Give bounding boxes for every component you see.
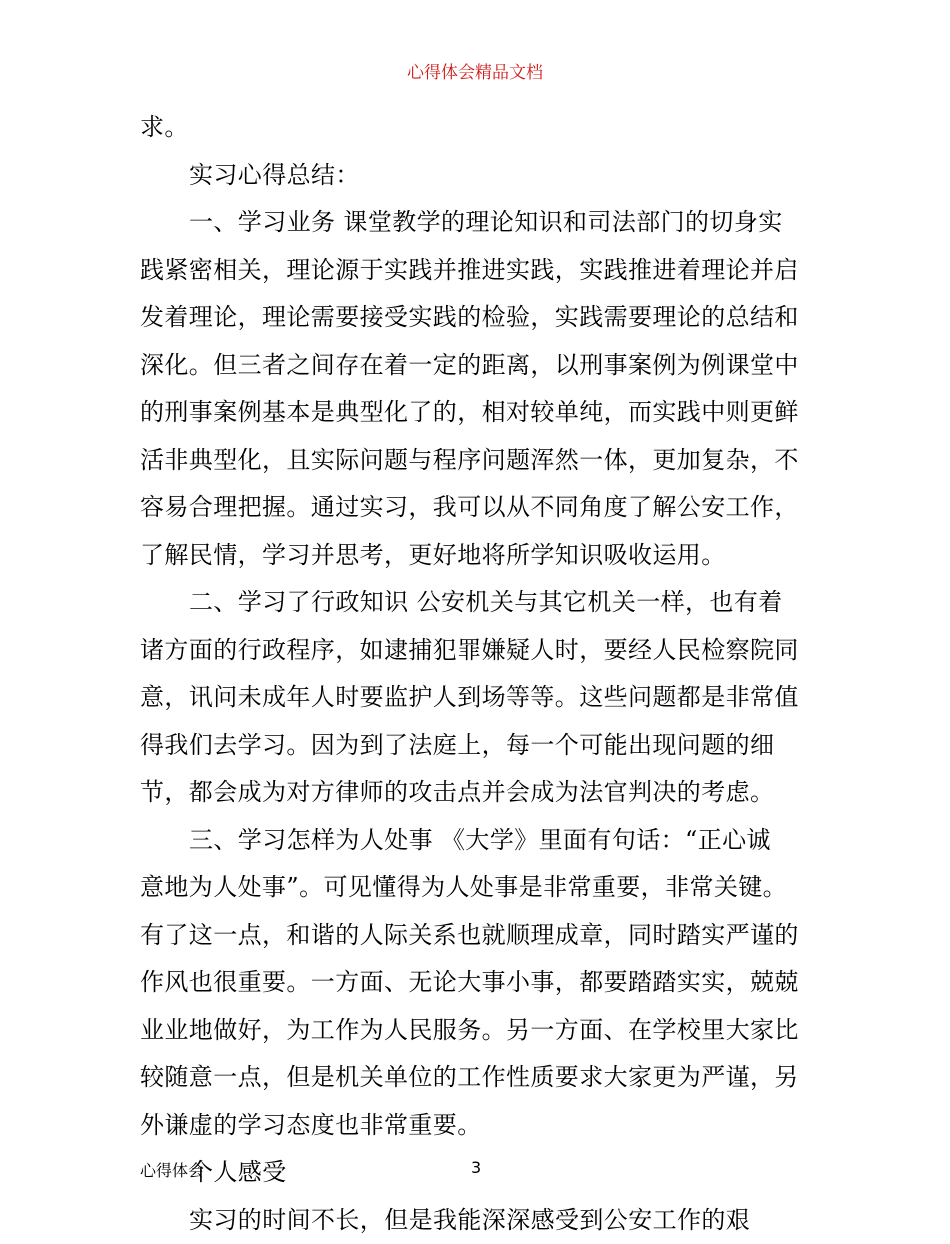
text-line: 践紧密相关，理论源于实践并推进实践，实践推进着理论并启 bbox=[140, 247, 812, 295]
text-line: 深化。但三者之间存在着一定的距离，以刑事案例为例课堂中 bbox=[140, 342, 812, 390]
paragraph-start: 三、学习怎样为人处事 《大学》里面有句话：“正心诚 bbox=[140, 817, 812, 865]
text-line: 业业地做好，为工作为人民服务。另一方面、在学校里大家比 bbox=[140, 1007, 812, 1055]
text-line: 较随意一点，但是机关单位的工作性质要求大家更为严谨，另 bbox=[140, 1054, 812, 1102]
footer-label: 心得体会 bbox=[140, 1158, 204, 1181]
text-line: 求。 bbox=[140, 104, 812, 152]
text-line: 作风也很重要。一方面、无论大事小事，都要踏踏实实，兢兢 bbox=[140, 959, 812, 1007]
text-line: 有了这一点，和谐的人际关系也就顺理成章，同时踏实严谨的 bbox=[140, 912, 812, 960]
text-line: 活非典型化，且实际问题与程序问题浑然一体，更加复杂，不 bbox=[140, 437, 812, 485]
text-line: 诸方面的行政程序，如逮捕犯罪嫌疑人时，要经人民检察院同 bbox=[140, 627, 812, 675]
page-header-title: 心得体会精品文档 bbox=[0, 58, 950, 83]
paragraph-start: 二、学习了行政知识 公安机关与其它机关一样，也有着 bbox=[140, 579, 812, 627]
section-heading: 实习心得总结： bbox=[140, 152, 812, 200]
text-line: 了解民情，学习并思考，更好地将所学知识吸收运用。 bbox=[140, 532, 812, 580]
document-body bbox=[140, 104, 812, 1244]
text-line: 意，讯问未成年人时要监护人到场等等。这些问题都是非常值 bbox=[140, 674, 812, 722]
section-heading: 个人感受 bbox=[140, 1149, 812, 1197]
paragraph-start: 实习的时间不长，但是我能深深感受到公安工作的艰 bbox=[140, 1197, 812, 1244]
text-line: 外谦虚的学习态度也非常重要。 bbox=[140, 1102, 812, 1150]
paragraph-start: 一、学习业务 课堂教学的理论知识和司法部门的切身实 bbox=[140, 199, 812, 247]
text-line: 容易合理把握。通过实习，我可以从不同角度了解公安工作， bbox=[140, 484, 812, 532]
text-line: 得我们去学习。因为到了法庭上，每一个可能出现问题的细 bbox=[140, 722, 812, 770]
text-line: 发着理论，理论需要接受实践的检验，实践需要理论的总结和 bbox=[140, 294, 812, 342]
text-line: 节，都会成为对方律师的攻击点并会成为法官判决的考虑。 bbox=[140, 769, 812, 817]
page-number: 3 bbox=[471, 1158, 481, 1177]
text-line: 的刑事案例基本是典型化了的，相对较单纯，而实践中则更鲜 bbox=[140, 389, 812, 437]
text-line: 意地为人处事”。可见懂得为人处事是非常重要，非常关键。 bbox=[140, 864, 812, 912]
